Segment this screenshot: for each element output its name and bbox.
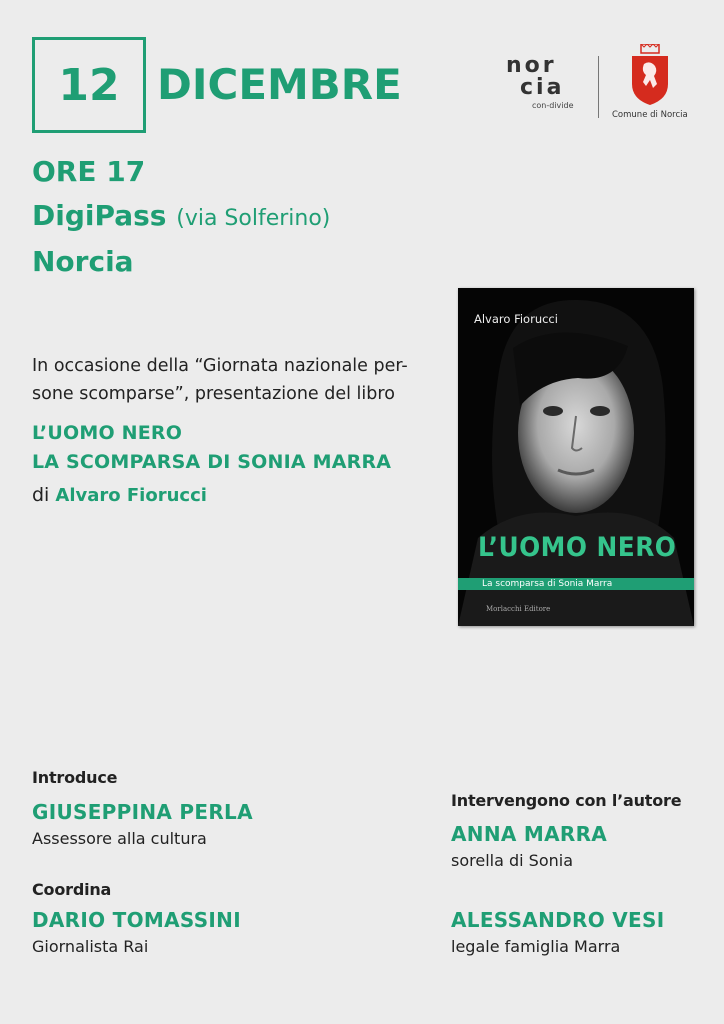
intro-text bbox=[32, 352, 432, 408]
date-day: 12 bbox=[58, 59, 120, 111]
intro-line-1: In occasione della “Giornata nazionale per- bbox=[32, 356, 408, 376]
event-venue: DigiPass bbox=[32, 199, 167, 232]
comune-crest-icon bbox=[630, 44, 670, 106]
coordina-name: DARIO TOMASSINI bbox=[32, 908, 241, 932]
date-day-box bbox=[32, 37, 146, 133]
book-title-line-1: L’UOMO NERO bbox=[32, 422, 183, 444]
guest1-role: sorella di Sonia bbox=[451, 851, 573, 870]
logo-text-cia: cia bbox=[520, 75, 565, 100]
book-cover bbox=[458, 288, 694, 626]
introduce-label: Introduce bbox=[32, 768, 118, 787]
logo-divider bbox=[598, 56, 599, 118]
cover-publisher: Morlacchi Editore bbox=[486, 605, 551, 613]
guest2-name: ALESSANDRO VESI bbox=[451, 908, 665, 932]
event-venue-line bbox=[32, 199, 330, 232]
date-month: DICEMBRE bbox=[157, 60, 402, 109]
author-line bbox=[32, 484, 207, 506]
cover-author: Alvaro Fiorucci bbox=[474, 312, 558, 326]
intro-line-2: sone scomparse”, presentazione del libro bbox=[32, 384, 395, 404]
author-prefix: di bbox=[32, 484, 50, 506]
cover-subtitle: La scomparsa di Sonia Marra bbox=[482, 579, 613, 589]
book-title-line-2: LA SCOMPARSA DI SONIA MARRA bbox=[32, 451, 392, 473]
coordina-role: Giornalista Rai bbox=[32, 937, 149, 956]
comune-label: Comune di Norcia bbox=[612, 110, 688, 120]
introduce-role: Assessore alla cultura bbox=[32, 829, 207, 848]
author-name: Alvaro Fiorucci bbox=[55, 485, 207, 506]
guest1-name: ANNA MARRA bbox=[451, 822, 608, 846]
logo-text-nor: nor bbox=[506, 53, 557, 78]
event-city: Norcia bbox=[32, 245, 134, 278]
event-time: ORE 17 bbox=[32, 155, 146, 188]
logo-tagline: con-divide bbox=[532, 101, 574, 110]
intervengono-label: Intervengono con l’autore bbox=[451, 791, 682, 810]
coordina-label: Coordina bbox=[32, 880, 112, 899]
event-venue-address: (via Solferino) bbox=[176, 206, 331, 231]
cover-title: L’UOMO NERO bbox=[478, 532, 677, 563]
introduce-name: GIUSEPPINA PERLA bbox=[32, 800, 253, 824]
norcia-condivide-logo bbox=[506, 55, 586, 119]
guest2-role: legale famiglia Marra bbox=[451, 937, 621, 956]
cover-portrait bbox=[458, 288, 694, 626]
